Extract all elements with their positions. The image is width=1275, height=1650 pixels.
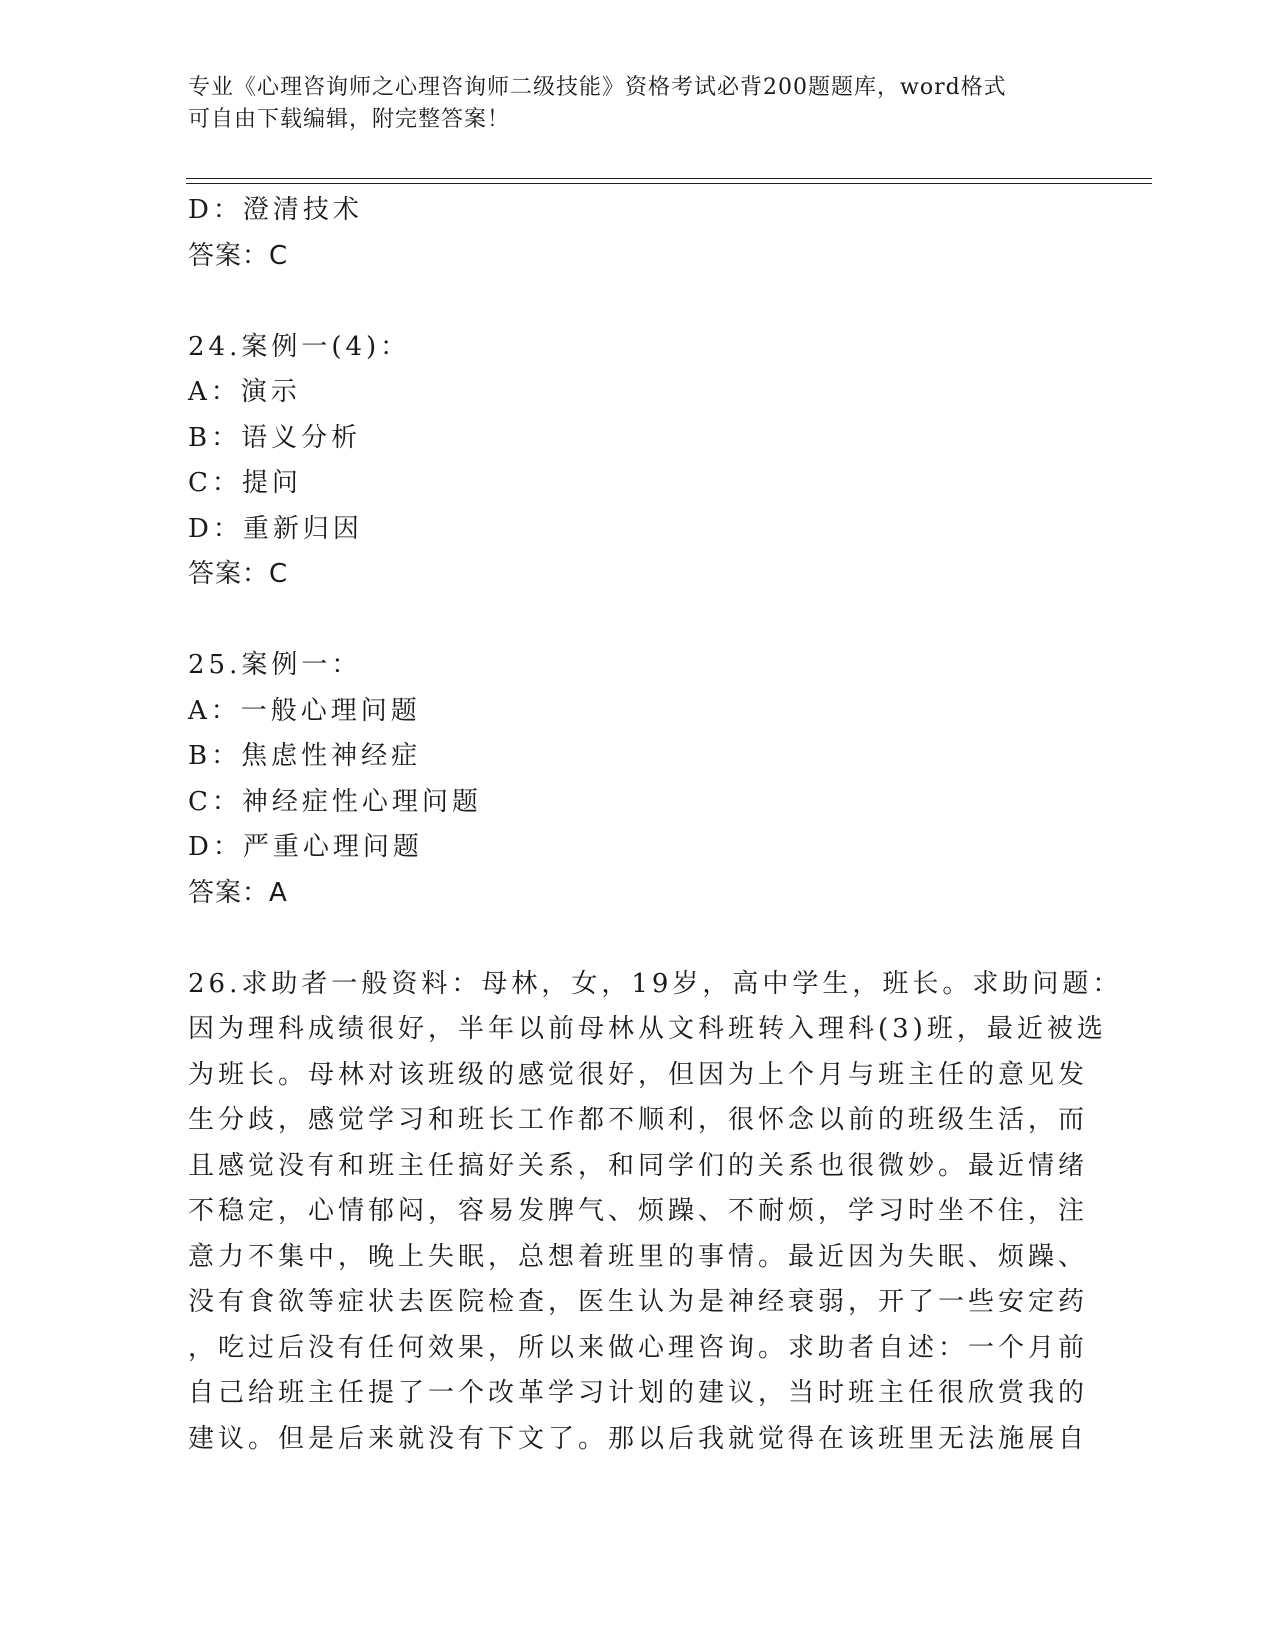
- question-26-line: 自己给班主任提了一个改革学习计划的建议，当时班主任很欣赏我的: [188, 1378, 1089, 1408]
- document-header: [188, 72, 1068, 136]
- spacer: [188, 598, 1088, 644]
- question-26-line: 意力不集中，晚上失眠，总想着班里的事情。最近因为失眠、烦躁、: [188, 1241, 1089, 1272]
- question-25-answer: 答案：A: [188, 877, 288, 908]
- question-26-line: 生分歧，感觉学习和班长工作都不顺利，很怀念以前的班级生活，而: [188, 1105, 1089, 1135]
- spacer: [188, 916, 1088, 962]
- question-24-answer: 答案：C: [188, 559, 289, 589]
- question-25-option-b: B：焦虑性神经症: [188, 741, 422, 771]
- question-25: [188, 643, 1088, 916]
- header-title-line-1: 专业《心理咨询师之心理咨询师二级技能》资格考试必背200题题库，word格式: [188, 75, 1007, 100]
- question-26-line: 没有食欲等症状去医院检查，医生认为是神经衰弱，开了一些安定药: [188, 1287, 1089, 1317]
- header-divider-top: [186, 178, 1152, 179]
- question-24-title: 24.案例一(4)：: [188, 331, 411, 362]
- question-24-option-d: D：重新归因: [188, 513, 363, 544]
- question-24-option-a: A：演示: [188, 377, 301, 407]
- document-body: [188, 188, 1123, 1462]
- header-title-line-2: 可自由下载编辑，附完整答案！: [188, 107, 511, 132]
- question-26-line: 26.求助者一般资料：母林，女，19岁，高中学生，班长。求助问题：: [188, 968, 1123, 999]
- question-25-option-c: C：神经症性心理问题: [188, 786, 482, 817]
- question-23-answer: 答案：C: [188, 240, 289, 271]
- header-divider-bottom: [186, 183, 1152, 184]
- question-24-option-c: C：提问: [188, 468, 302, 498]
- question-25-option-a: A：一般心理问题: [188, 695, 421, 726]
- question-26-line: 为班长。母林对该班级的感觉很好，但因为上个月与班主任的意见发: [188, 1059, 1089, 1090]
- question-24-option-b: B：语义分析: [188, 422, 362, 453]
- question-26-line: 因为理科成绩很好，半年以前母林从文科班转入理科(3)班，最近被选: [188, 1014, 1107, 1044]
- question-25-option-d: D：严重心理问题: [188, 832, 423, 862]
- question-26-line: ，吃过后没有任何效果，所以来做心理咨询。求助者自述：一个月前: [188, 1332, 1089, 1363]
- question-26-line: 建议。但是后来就没有下文了。那以后我就觉得在该班里无法施展自: [188, 1423, 1089, 1454]
- question-24: [188, 325, 1088, 598]
- spacer: [188, 279, 1088, 325]
- question-26-stem: [188, 962, 1123, 1463]
- question-23-tail: [188, 188, 1088, 279]
- question-26-line: 且感觉没有和班主任搞好关系，和同学们的关系也很微妙。最近情绪: [188, 1150, 1089, 1181]
- question-26-line: 不稳定，心情郁闷，容易发脾气、烦躁、不耐烦，学习时坐不住，注: [188, 1196, 1089, 1226]
- question-23-option-d: D：澄清技术: [188, 195, 363, 225]
- question-25-title: 25.案例一：: [188, 650, 362, 680]
